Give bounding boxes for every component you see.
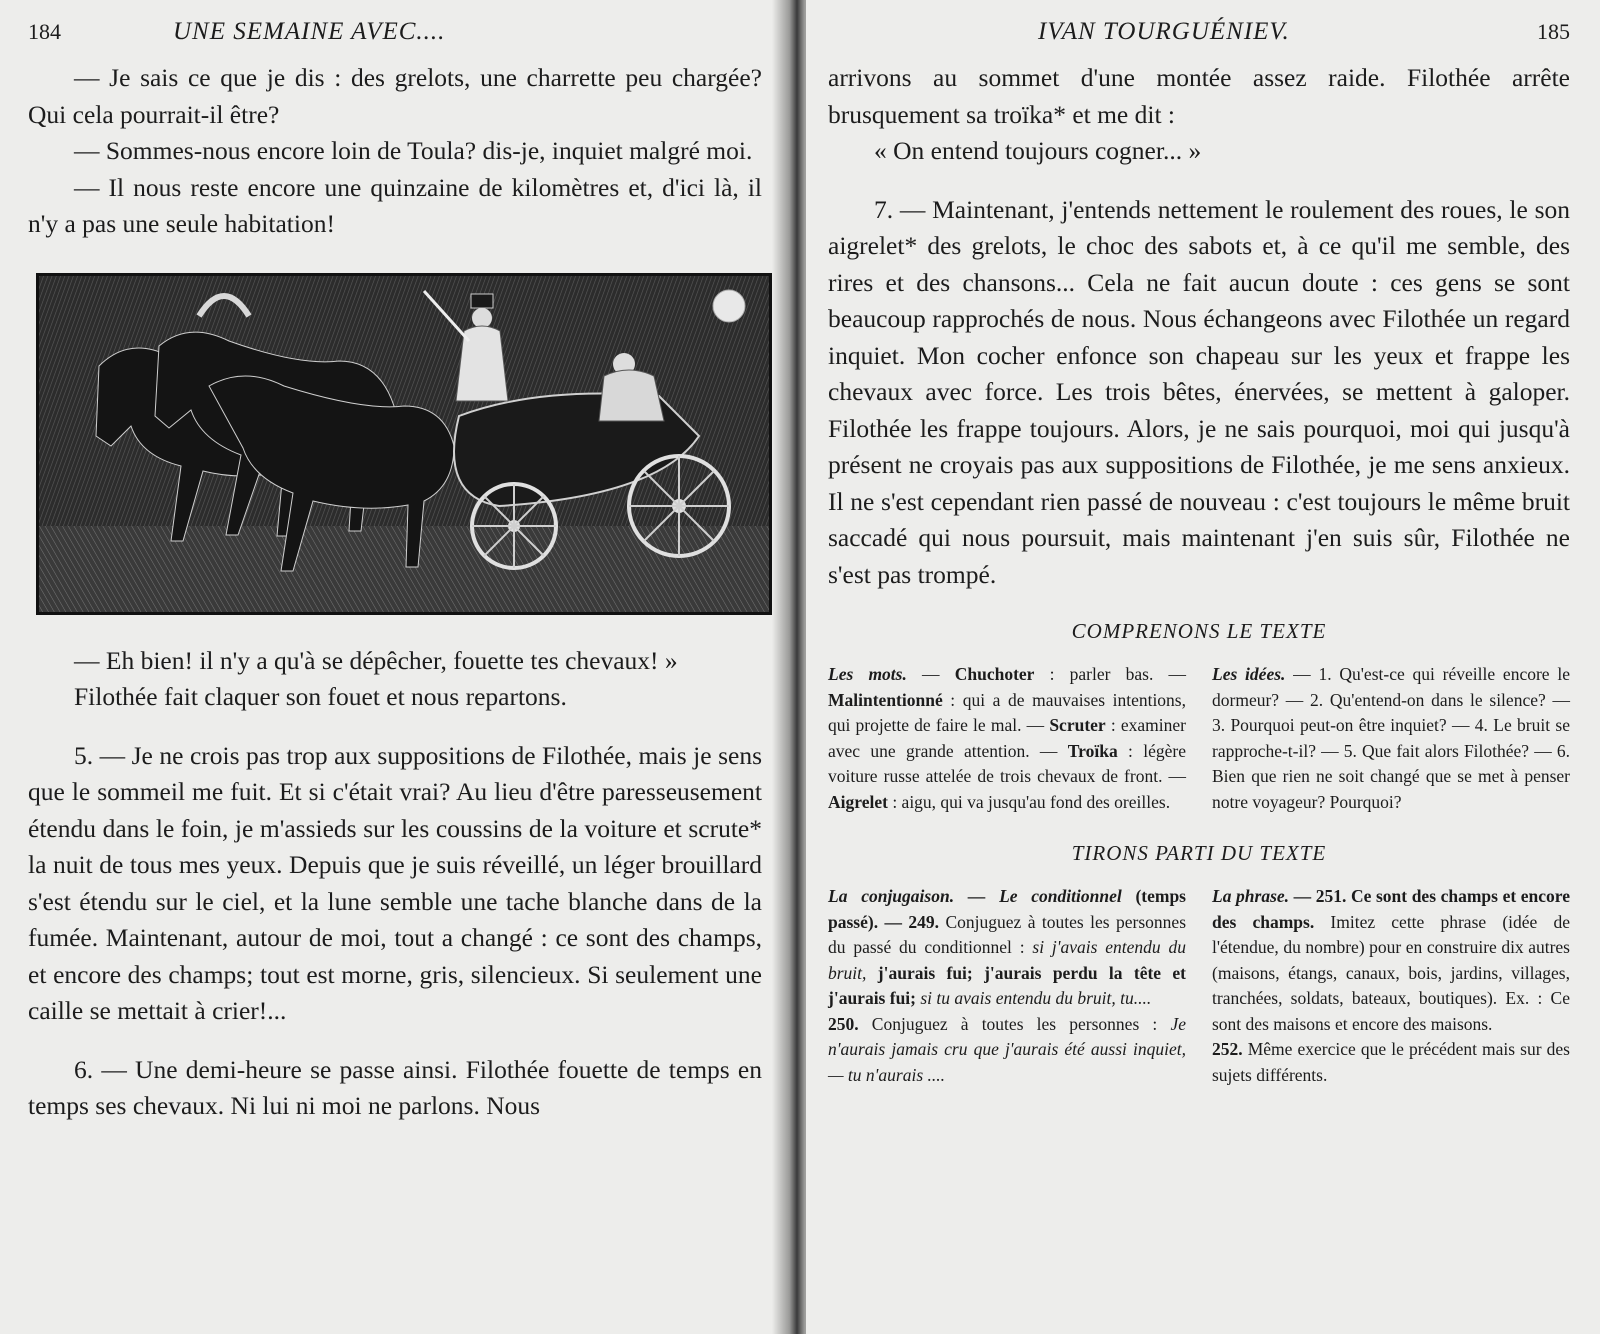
page-number-left: 184 xyxy=(28,19,61,44)
tirons-columns xyxy=(828,884,1570,1088)
running-title-left: UNE SEMAINE AVEC.... xyxy=(173,18,446,45)
troika-illustration xyxy=(36,273,772,615)
phrase-lead: La phrase. xyxy=(1212,886,1290,906)
paragraph: Filothée fait claquer son fouet et nous repartons. xyxy=(74,682,567,711)
comprenons-columns xyxy=(828,662,1570,815)
right-page xyxy=(806,0,1600,1334)
paragraph: — Je sais ce que je dis : des grelots, une charrette peu chargée? Qui cela pourrait-il être? xyxy=(28,63,762,129)
section-title-tirons: TIRONS PARTI DU TEXTE xyxy=(1071,841,1327,865)
paragraph-6: 6. — Une demi-heure se passe ainsi. Filothée fouette de temps en temps ses chevaux. Ni lui ni moi ne parlons. Nous xyxy=(28,1054,762,1120)
page-number-right: 185 xyxy=(1537,19,1570,44)
running-head-right xyxy=(828,18,1570,60)
moon xyxy=(713,290,745,322)
les-mots-column: Les mots. — Chuchoter : parler bas. — Malintentionné : qui a de mauvaises intentions, qui projette de faire le mal. — Scruter : examiner avec une grande attention. — Troïka : légère voiture russe attelée de trois chevaux de front. — Aigrelet : aigu, qui va jusqu'au fond des oreilles. xyxy=(828,664,1187,812)
text-block-right xyxy=(828,60,1570,593)
paragraph-continued: arrivons au sommet d'une montée assez raide. Filothée arrête brusquement sa troïka* et me dit : xyxy=(828,63,1570,129)
paragraph: — Eh bien! il n'y a qu'à se dépêcher, fouette tes chevaux! » xyxy=(74,645,678,675)
les-mots-lead: Les mots. xyxy=(828,664,907,684)
section-title-comprenons: COMPRENONS LE TEXTE xyxy=(1071,619,1327,643)
phrase-column: La phrase. — 251. Ce sont des champs et encore des champs. Imitez cette phrase (idée de l'étendue, du nombre) pour en construire dix autres (maisons, étangs, canaux, bois, jardins, villages, tranchées, soldats, bateaux, boutiques). Ex. : Ce sont des maisons et encore des maisons. 252. Même exercice que le précédent mais sur des sujets différents. xyxy=(1212,886,1571,1085)
conjugaison-column: La conjugaison. — Le conditionnel (temps passé). — 249. Conjuguez à toutes les personnes du passé du conditionnel : si j'avais entendu du bruit, j'aurais fui; j'aurais perdu la tête et j'aurais fui; si tu avais entendu du bruit, tu.... 250. Conjuguez à toutes les personnes : Je n'aurais jamais cru que j'aurais été aussi inquiet, — tu n'aurais .... xyxy=(828,886,1187,1085)
les-idees-lead: Les idées. xyxy=(1212,664,1286,684)
text-block-top xyxy=(28,60,762,243)
conjugaison-lead: La conjugaison. — Le conditionnel xyxy=(828,886,1122,906)
paragraph: — Sommes-nous encore loin de Toula? dis-je, inquiet malgré moi. xyxy=(74,136,753,165)
running-head-left xyxy=(28,18,762,60)
text-block-middle xyxy=(28,643,762,1125)
les-idees-questions: — 1. Qu'est-ce qui réveille encore le dormeur? — 2. Qu'entend-on dans le silence? — 3. Pourquoi peut-on être inquiet? — 4. Le bruit se rapproche-t-il? — 5. Que fait alors Filothée? — 6. Bien que rien ne soit changé que se met à penser notre voyageur? Pourquoi? xyxy=(1212,664,1570,812)
running-title-right: IVAN TOURGUÉNIEV. xyxy=(1038,18,1290,45)
paragraph-5: 5. — Je ne crois pas trop aux suppositions de Filothée, mais je sens que le sommeil me fuit. Et si c'était vrai? Au lieu d'être paresseusement étendu dans le foin, je m'assieds sur les coussins de la voiture et scrute* la nuit de tous mes yeux. Depuis que je suis réveillé, un léger brouillard s'est étendu sur le ciel, et la lune semble une tache blanche dans de la fumée. Maintenant, autour de moi, tout a changé : ce sont des champs, et encore des champs; tout est morne, gris, silencieux. Si seulement une caille se mettait à crier!... xyxy=(28,740,762,1025)
left-page xyxy=(0,0,792,1334)
paragraph-7: 7. — Maintenant, j'entends nettement le roulement des roues, le son aigrelet* des grelots, le choc des sabots et, à ce qu'il me semble, des rires et des chansons... Cela ne fait aucun doute : ces gens se sont beaucoup rapprochés de nous. Nous échangeons avec Filothée un regard inquiet. Mon cocher enfonce son chapeau sur les yeux et frappe les chevaux avec force. Les trois bêtes, énervées, se mettent à galoper. Filothée les frappe toujours. Alors, je ne sais pourquoi, moi qui jusqu'à présent ne croyais pas aux suppositions de Filothée, je me sens anxieux. Il ne s'est cependant rien passé de nouveau : c'est toujours le même bruit saccadé qui nous poursuit, mais maintenant j'en suis sûr, Filothée ne s'est pas trompé. xyxy=(828,194,1570,589)
quote: « On entend toujours cogner... » xyxy=(874,136,1202,165)
les-idees-column xyxy=(1212,662,1570,815)
paragraph: — Il nous reste encore une quinzaine de kilomètres et, d'ici là, il n'y a pas une seule habitation! xyxy=(28,172,762,238)
road xyxy=(39,526,769,612)
